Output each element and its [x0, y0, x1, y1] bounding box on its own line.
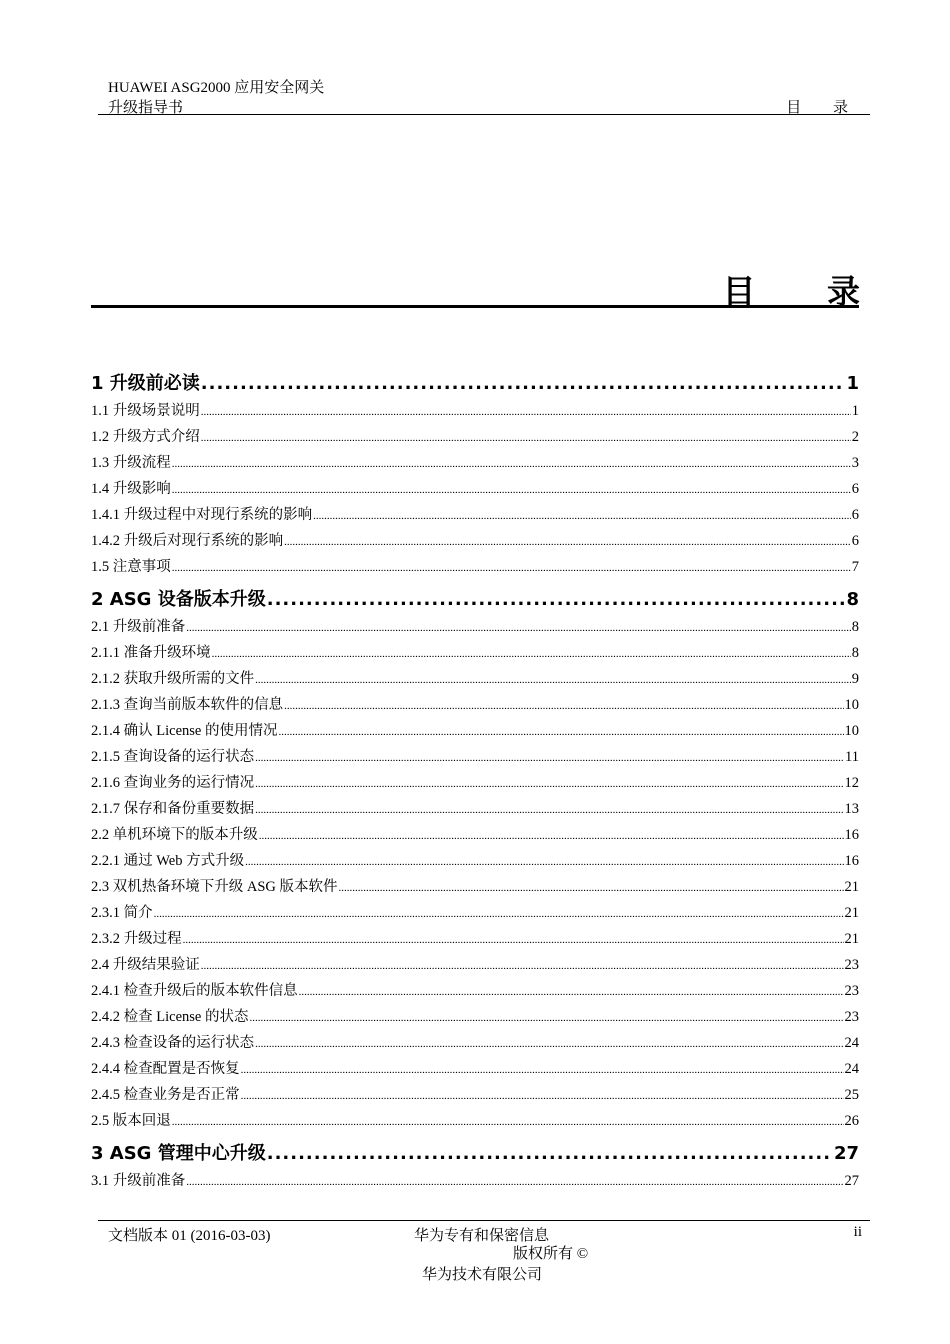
toc-entry[interactable] — [91, 770, 859, 796]
toc-entry-label: 3 ASG 管理中心升级 — [91, 1143, 266, 1164]
toc-entry-page: 10 — [844, 697, 859, 713]
toc-entry-label: 2.1 升级前准备 — [91, 619, 186, 635]
header-section: 目 录 — [786, 100, 862, 116]
toc-entry-label: 2.1.3 查询当前版本软件的信息 — [91, 697, 284, 713]
toc-entry-page: 7 — [851, 559, 859, 575]
page-footer — [98, 1220, 870, 1281]
toc-entry[interactable] — [91, 476, 859, 502]
toc-leader-dots — [212, 640, 851, 667]
toc-leader-dots — [299, 978, 844, 1005]
toc-leader-dots — [255, 796, 843, 823]
toc-entry-label: 1.4.1 升级过程中对现行系统的影响 — [91, 507, 313, 523]
toc-entry-label: 1.2 升级方式介绍 — [91, 429, 200, 445]
page-header — [98, 74, 870, 115]
toc-entry-label: 1 升级前必读 — [91, 373, 200, 394]
toc-entry-label: 1.4.2 升级后对现行系统的影响 — [91, 533, 284, 549]
toc-entry-label: 2.5 版本回退 — [91, 1113, 171, 1129]
toc-entry-page: 21 — [844, 931, 859, 947]
toc-leader-dots — [339, 874, 844, 901]
toc-entry[interactable] — [91, 822, 859, 848]
toc-leader-dots — [241, 1082, 844, 1109]
toc-entry[interactable] — [91, 1140, 859, 1168]
toc-entry[interactable] — [91, 1030, 859, 1056]
toc-entry-label: 1.4 升级影响 — [91, 481, 171, 497]
toc-entry-label: 2 ASG 设备版本升级 — [91, 589, 266, 610]
toc-entry[interactable] — [91, 1082, 859, 1108]
toc-entry[interactable] — [91, 692, 859, 718]
toc-entry-label: 2.1.2 获取升级所需的文件 — [91, 671, 255, 687]
toc-entry[interactable] — [91, 450, 859, 476]
toc-entry-page: 16 — [844, 853, 859, 869]
title-rule — [91, 305, 859, 308]
toc-entry[interactable] — [91, 796, 859, 822]
toc-entry-page: 21 — [844, 905, 859, 921]
toc-entry-page: 23 — [844, 983, 859, 999]
toc-entry-label: 2.1.1 准备升级环境 — [91, 645, 211, 661]
toc-entry-page: 23 — [844, 957, 859, 973]
toc-entry-page: 1 — [851, 403, 859, 419]
toc-leader-dots — [249, 1004, 843, 1031]
toc-entry-page: 26 — [844, 1113, 859, 1129]
toc-entry[interactable] — [91, 1056, 859, 1082]
toc-entry-label: 2.2.1 通过 Web 方式升级 — [91, 853, 245, 869]
toc-entry-page: 10 — [844, 723, 859, 739]
toc-entry[interactable] — [91, 718, 859, 744]
toc-entry[interactable] — [91, 744, 859, 770]
toc-entry-label: 2.1.6 查询业务的运行情况 — [91, 775, 255, 791]
toc-leader-dots — [267, 1140, 833, 1168]
toc-entry[interactable] — [91, 554, 859, 580]
toc-leader-dots — [255, 666, 851, 693]
toc-entry-label: 2.1.7 保存和备份重要数据 — [91, 801, 255, 817]
toc-entry-page: 23 — [844, 1009, 859, 1025]
toc-entry-label: 2.1.5 查询设备的运行状态 — [91, 749, 255, 765]
toc-entry[interactable] — [91, 874, 859, 900]
toc-leader-dots — [172, 1108, 844, 1135]
toc-entry-page: 12 — [844, 775, 859, 791]
toc-leader-dots — [183, 926, 844, 953]
toc-entry-page: 27 — [844, 1173, 859, 1189]
toc-entry[interactable] — [91, 952, 859, 978]
footer-company: 华为技术有限公司 — [422, 1267, 543, 1283]
toc-entry-page: 13 — [844, 801, 859, 817]
toc-entry-page: 8 — [851, 619, 859, 635]
toc-entry[interactable] — [91, 424, 859, 450]
toc-entry-page: 24 — [844, 1061, 859, 1077]
toc-entry-page: 21 — [844, 879, 859, 895]
footer-confidential: 华为专有和保密信息 — [414, 1228, 550, 1244]
toc-entry-page: 6 — [851, 481, 859, 497]
toc-entry-label: 1.1 升级场景说明 — [91, 403, 200, 419]
toc-entry[interactable] — [91, 502, 859, 528]
toc-entry-page: 11 — [845, 749, 859, 765]
toc-entry[interactable] — [91, 978, 859, 1004]
toc-entry-label: 2.4.3 检查设备的运行状态 — [91, 1035, 255, 1051]
toc-leader-dots — [313, 502, 851, 529]
toc-leader-dots — [186, 1168, 843, 1195]
toc-entry[interactable] — [91, 900, 859, 926]
toc-entry-label: 2.3 双机热备环境下升级 ASG 版本软件 — [91, 879, 338, 895]
toc-leader-dots — [201, 370, 846, 398]
footer-page-number: ii — [853, 1224, 862, 1240]
table-of-contents — [91, 370, 859, 1194]
toc-entry[interactable] — [91, 1108, 859, 1134]
toc-entry-page: 3 — [851, 455, 859, 471]
toc-entry-page: 1 — [846, 373, 859, 394]
toc-entry-label: 3.1 升级前准备 — [91, 1173, 186, 1189]
toc-leader-dots — [201, 424, 851, 451]
toc-entry-page: 27 — [833, 1143, 859, 1164]
toc-entry-label: 1.5 注意事项 — [91, 559, 171, 575]
toc-entry[interactable] — [91, 528, 859, 554]
header-doc-name: 升级指导书 — [108, 100, 184, 116]
toc-entry-page: 8 — [846, 589, 859, 610]
toc-entry-label: 2.4.5 检查业务是否正常 — [91, 1087, 240, 1103]
toc-entry-page: 2 — [851, 429, 859, 445]
toc-leader-dots — [267, 586, 846, 614]
page-title: 目 录 — [722, 272, 890, 311]
toc-entry-page: 25 — [844, 1087, 859, 1103]
toc-leader-dots — [255, 770, 843, 797]
toc-entry-label: 2.3.2 升级过程 — [91, 931, 182, 947]
footer-copyright: 版权所有 © — [513, 1246, 589, 1262]
toc-entry-page: 9 — [851, 671, 859, 687]
toc-entry-label: 2.2 单机环境下的版本升级 — [91, 827, 258, 843]
toc-entry[interactable] — [91, 926, 859, 952]
toc-entry-label: 2.4.2 检查 License 的状态 — [91, 1009, 249, 1025]
toc-entry[interactable] — [91, 614, 859, 640]
toc-leader-dots — [259, 822, 844, 849]
toc-leader-dots — [186, 614, 851, 641]
toc-entry[interactable] — [91, 640, 859, 666]
toc-entry[interactable] — [91, 1168, 859, 1194]
toc-entry-page: 6 — [851, 533, 859, 549]
toc-leader-dots — [245, 848, 843, 875]
toc-leader-dots — [172, 476, 851, 503]
toc-leader-dots — [172, 554, 851, 581]
toc-leader-dots — [201, 398, 851, 425]
toc-entry-page: 6 — [851, 507, 859, 523]
toc-entry-label: 2.1.4 确认 License 的使用情况 — [91, 723, 278, 739]
header-product: HUAWEI ASG2000 应用安全网关 — [108, 80, 325, 96]
toc-leader-dots — [278, 718, 843, 745]
toc-leader-dots — [255, 744, 844, 771]
toc-leader-dots — [201, 952, 844, 979]
toc-entry-page: 24 — [844, 1035, 859, 1051]
toc-entry[interactable] — [91, 586, 859, 614]
toc-entry-label: 2.3.1 简介 — [91, 905, 153, 921]
toc-entry[interactable] — [91, 666, 859, 692]
toc-leader-dots — [284, 692, 843, 719]
toc-entry-label: 2.4.1 检查升级后的版本软件信息 — [91, 983, 298, 999]
toc-leader-dots — [255, 1030, 843, 1057]
toc-entry[interactable] — [91, 848, 859, 874]
toc-leader-dots — [241, 1056, 844, 1083]
toc-entry[interactable] — [91, 370, 859, 398]
toc-entry-page: 8 — [851, 645, 859, 661]
toc-leader-dots — [172, 450, 851, 477]
toc-leader-dots — [284, 528, 851, 555]
toc-leader-dots — [154, 900, 844, 927]
footer-doc-version: 文档版本 01 (2016-03-03) — [108, 1228, 271, 1244]
toc-entry-label: 2.4 升级结果验证 — [91, 957, 200, 973]
toc-entry[interactable] — [91, 1004, 859, 1030]
toc-entry-label: 1.3 升级流程 — [91, 455, 171, 471]
toc-entry-page: 16 — [844, 827, 859, 843]
toc-entry[interactable] — [91, 398, 859, 424]
toc-entry-label: 2.4.4 检查配置是否恢复 — [91, 1061, 240, 1077]
